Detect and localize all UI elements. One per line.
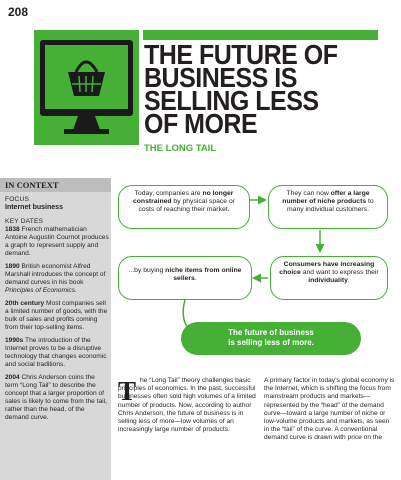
key-date-entry: 1838 French mathematician Antoine Augustin Cournot produces a graph to represent supply and demand. [5, 226, 109, 257]
key-dates-label: KEY DATES [5, 218, 44, 225]
flow-conclusion [181, 322, 361, 355]
title-line: OF MORE [144, 108, 258, 140]
body-column-2: A primary factor in today’s global economy is the Internet, which is shifting the focus from mainstream products and markets—represented by the “head” of the demand curve—toward a large number of niche or low-volume products and markets, as seen in the “tail” of the curve. A conventional demand curve is drawn with price on the [264, 377, 395, 442]
flow-box-4: ...by buying niche items from online sellers. [118, 256, 252, 300]
conclusion-line: The future of business [228, 328, 314, 337]
drop-cap: T [118, 376, 137, 406]
key-date-entry: 20th century Most companies sell a limited number of goods, with the bulk of sales and profits coming from their top-selling items. [5, 300, 108, 331]
flow-box-3: Consumers have increasing choice and want to express their individuality. [270, 256, 388, 300]
key-date-entry: 1990s The introduction of the Internet proves to be a disruptive technology that changes economic and social traditions. [5, 337, 107, 368]
flow-box-1: Today, companies are no longer constrained by physical space or costs of reaching their market. [118, 185, 250, 229]
key-date-entry: 2004 Chris Anderson coins the term “Long Tail” to describe the concept that a larger proportion of sales is likely to come from the tail, rather than the head, of the demand curve. [5, 374, 107, 421]
page-subtitle: THE LONG TAIL [144, 143, 217, 154]
body-column-1: he “Long Tail” theory challenges basic principles of economics. In the past, successful businesses often sold high volumes of a limited number of products. Now, according to author Chris Anderson, the future of business is in selling less of more—low volumes of an increasingly large number of products. [118, 377, 256, 434]
focus-label: FOCUS [5, 196, 30, 203]
flow-box-2: They can now offer a large number of niche products to many individual customers. [268, 185, 388, 229]
conclusion-line: is selling less of more. [228, 338, 314, 347]
focus-value: Internet business [5, 204, 63, 211]
page-number: 208 [8, 5, 29, 19]
key-date-entry: 1890 British economist Alfred Marshall introduces the concept of demand curves in his book Principles of Economics. [5, 263, 106, 294]
title-line: BUSINESS IS [144, 62, 297, 94]
title-line: SELLING LESS [144, 85, 319, 117]
title-line: THE FUTURE OF [144, 39, 338, 71]
sidebar-heading: IN CONTEXT [5, 180, 59, 190]
